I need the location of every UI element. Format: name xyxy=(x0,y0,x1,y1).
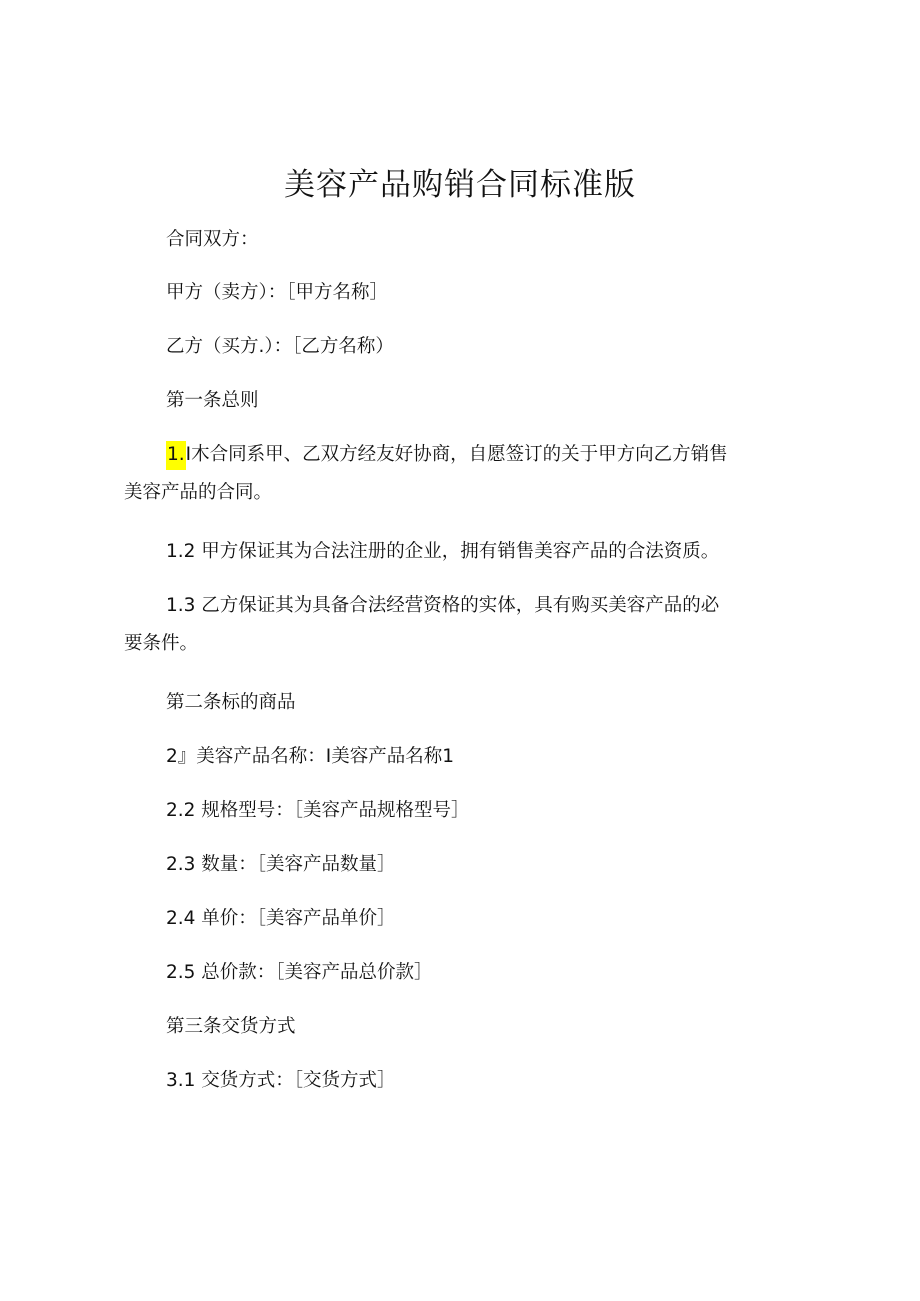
clause-1-1 xyxy=(124,436,786,512)
clause-1-1-text-line1: I木合同系甲、乙双方经友好协商，自愿签订的关于甲方向乙方销售 xyxy=(185,444,728,465)
parties-heading: 合同双方： xyxy=(166,229,259,250)
party-b-line: 乙方（买方.）：［乙方名称） xyxy=(166,336,394,357)
clause-2-3: 2.3 数量：［美容产品数量］ xyxy=(166,854,396,875)
clause-2-5: 2.5 总价款：［美容产品总价款］ xyxy=(166,962,433,983)
article-3-heading: 第三条交货方式 xyxy=(166,1016,296,1037)
party-a-line: 甲方（卖方）：［甲方名称］ xyxy=(166,282,389,303)
clause-1-1-number-highlight: 1. xyxy=(166,441,186,470)
article-2-heading: 第二条标的商品 xyxy=(166,692,296,713)
clause-1-3 xyxy=(124,587,786,663)
clause-1-2: 1.2 甲方保证其为合法注册的企业，拥有销售美容产品的合法资质。 xyxy=(166,541,720,562)
clause-3-1: 3.1 交货方式：［交货方式］ xyxy=(166,1070,396,1091)
clause-1-3-text-line1: 1.3 乙方保证其为具备合法经营资格的实体，具有购买美容产品的必 xyxy=(166,595,720,616)
clause-1-1-text-line2: 美容产品的合同。 xyxy=(124,482,273,503)
article-1-heading: 第一条总则 xyxy=(166,390,259,411)
clause-2-1: 2』美容产品名称：I美容产品名称1 xyxy=(166,746,454,767)
clause-2-4: 2.4 单价：［美容产品单价］ xyxy=(166,908,396,929)
clause-1-3-text-line2: 要条件。 xyxy=(124,633,199,654)
document-title: 美容产品购销合同标准版 xyxy=(284,167,636,203)
clause-1-1-first-line xyxy=(166,436,786,474)
clause-2-2: 2.2 规格型号：［美容产品规格型号］ xyxy=(166,800,470,821)
